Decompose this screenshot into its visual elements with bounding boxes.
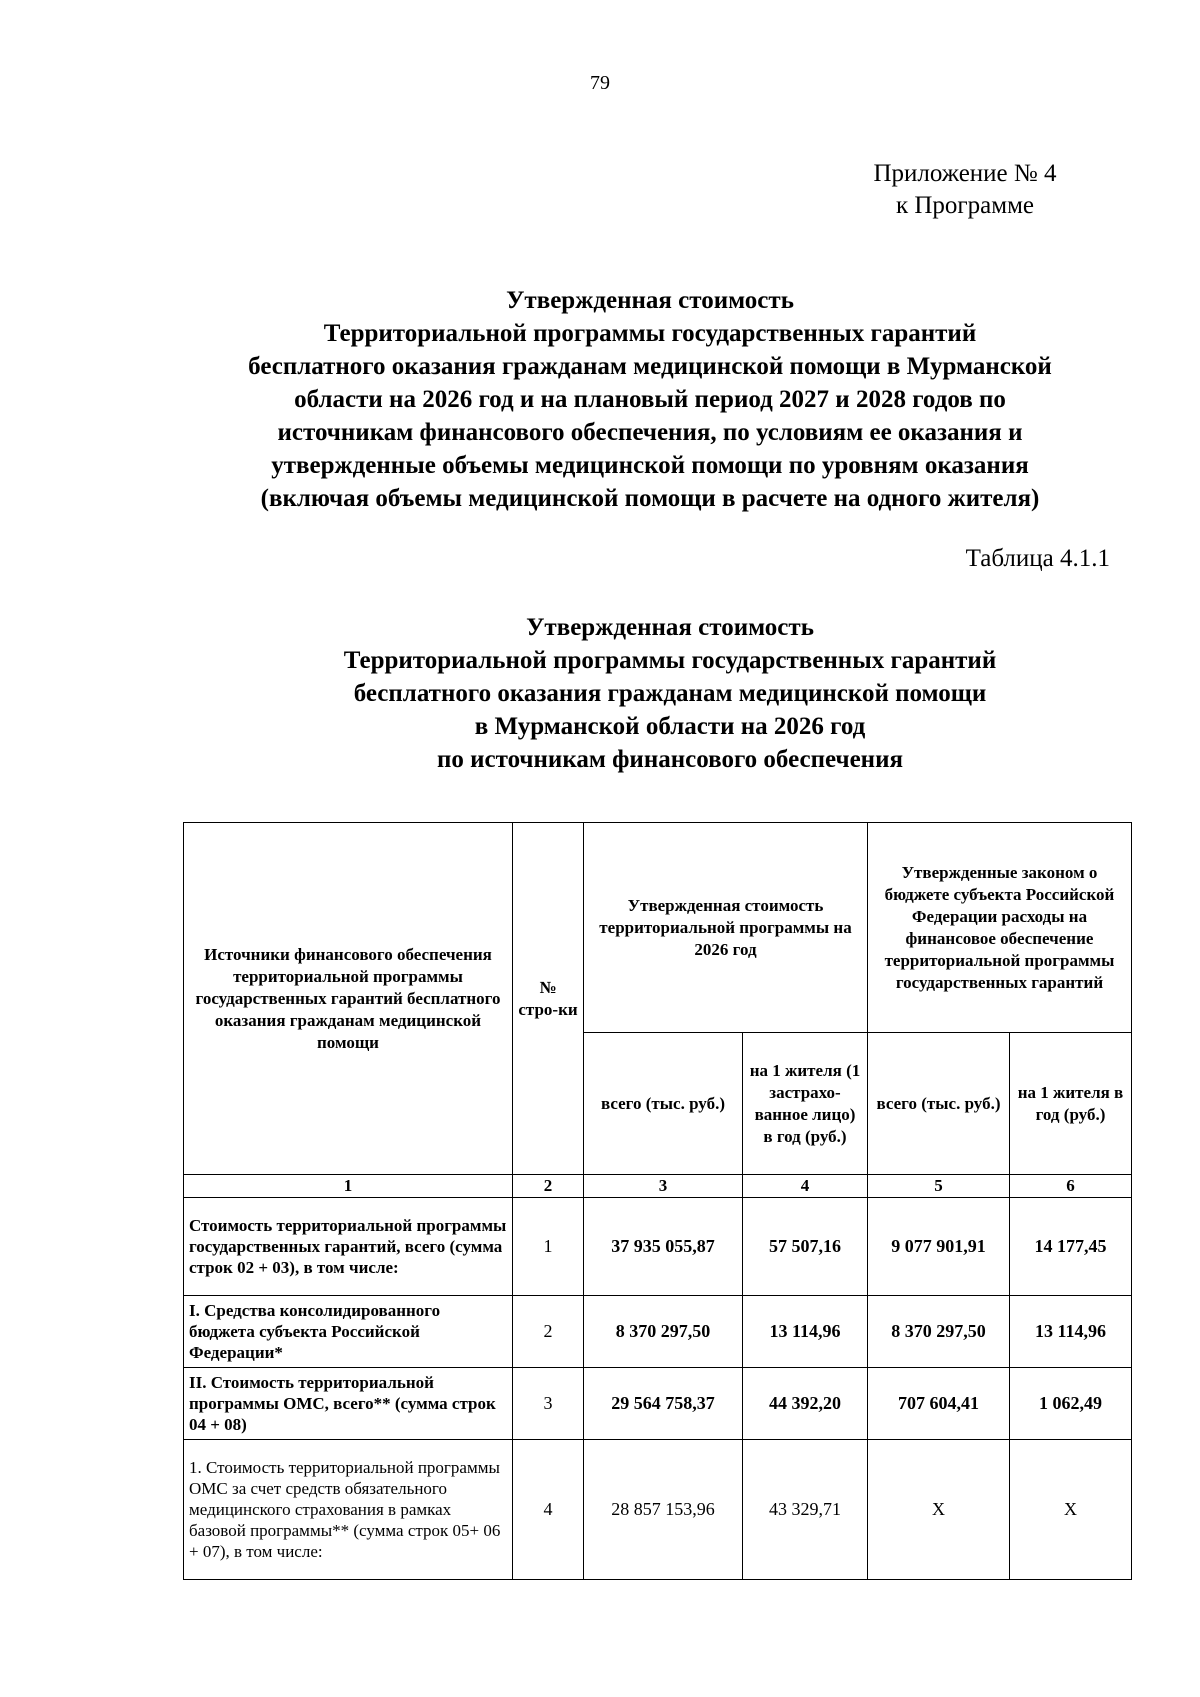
appendix-line-2: к Программе [895,192,1035,219]
table-row [184,1368,1132,1440]
table-title [100,611,1200,776]
row-budget-per-person: 13 114,96 [1010,1296,1132,1368]
header-per-resident: на 1 жителя в год (руб.) [1010,1033,1132,1175]
row-source-name: II. Стоимость территориальной программы ОМС, всего** (сумма строк 04 + 08) [184,1368,513,1440]
row-line-number: 1 [513,1198,584,1296]
row-total: 8 370 297,50 [584,1296,743,1368]
table-row [184,1440,1132,1580]
main-title-line: (включая объемы медицинской помощи в расчете на одного жителя) [260,485,1040,512]
row-budget-total: 8 370 297,50 [868,1296,1010,1368]
column-number-row [184,1175,1132,1198]
row-source-name: I. Средства консолидированного бюджета субъекта Российской Федерации* [184,1296,513,1368]
row-per-person: 13 114,96 [743,1296,868,1368]
table-title-line: в Мурманской области на 2026 год [474,713,866,740]
column-number: 2 [513,1175,584,1198]
page-number: 79 [590,72,610,94]
header-per-insured-person: на 1 жителя (1 застрахо-ванное лицо) в год (руб.) [743,1033,868,1175]
row-total: 29 564 758,37 [584,1368,743,1440]
financing-table [183,822,1132,1580]
column-number: 6 [1010,1175,1132,1198]
column-number: 1 [184,1175,513,1198]
row-budget-total: 707 604,41 [868,1368,1010,1440]
row-budget-total: 9 077 901,91 [868,1198,1010,1296]
appendix-note [860,158,1070,222]
table-row [184,1296,1132,1368]
header-row-number: № стро-ки [513,823,584,1175]
table-title-line: по источникам финансового обеспечения [436,746,904,773]
table-title-line: Утвержденная стоимость [526,614,814,641]
header-source: Источники финансового обеспечения территориальной программы государственных гарантий бесплатного оказания гражданам медицинской помощи [184,823,513,1175]
row-per-person: 43 329,71 [743,1440,868,1580]
table-title-line: бесплатного оказания гражданам медицинской помощи [353,680,987,707]
main-title-line: области на 2026 год и на плановый период 2027 и 2028 годов по [294,386,1006,413]
main-title-line: Территориальной программы государственных гарантий [323,320,977,347]
main-title [100,284,1200,515]
row-line-number: 4 [513,1440,584,1580]
table-title-line: Территориальной программы государственных гарантий [343,647,997,674]
column-number: 5 [868,1175,1010,1198]
header-approved-cost: Утвержденная стоимость территориальной программы на 2026 год [584,823,868,1033]
row-per-person: 44 392,20 [743,1368,868,1440]
header-budget-law: Утвержденные законом о бюджете субъекта Российской Федерации расходы на финансовое обеспечение территориальной программы государственных гарантий [868,823,1132,1033]
main-title-line: утвержденные объемы медицинской помощи по уровням оказания [271,452,1029,479]
row-line-number: 3 [513,1368,584,1440]
row-budget-per-person: Х [1010,1440,1132,1580]
row-total: 28 857 153,96 [584,1440,743,1580]
table-row [184,1198,1132,1296]
appendix-line-1: Приложение № 4 [873,160,1057,187]
column-number: 4 [743,1175,868,1198]
main-title-line: бесплатного оказания гражданам медицинской помощи в Мурманской [248,353,1052,380]
row-budget-total: Х [868,1440,1010,1580]
row-total: 37 935 055,87 [584,1198,743,1296]
main-title-line: источникам финансового обеспечения, по условиям ее оказания и [277,419,1023,446]
row-budget-per-person: 14 177,45 [1010,1198,1132,1296]
main-title-line: Утвержденная стоимость [506,287,794,314]
row-source-name: Стоимость территориальной программы государственных гарантий, всего (сумма строк 02 + 03), в том числе: [184,1198,513,1296]
header-total-thousand-rub: всего (тыс. руб.) [584,1033,743,1175]
header-budget-total-thousand-rub: всего (тыс. руб.) [868,1033,1010,1175]
row-per-person: 57 507,16 [743,1198,868,1296]
row-budget-per-person: 1 062,49 [1010,1368,1132,1440]
column-number: 3 [584,1175,743,1198]
row-source-name: 1. Стоимость территориальной программы ОМС за счет средств обязательного медицинского страхования в рамках базовой программы** (сумма строк 05+ 06 + 07), в том числе: [184,1440,513,1580]
table-label: Таблица 4.1.1 [965,545,1110,572]
row-line-number: 2 [513,1296,584,1368]
